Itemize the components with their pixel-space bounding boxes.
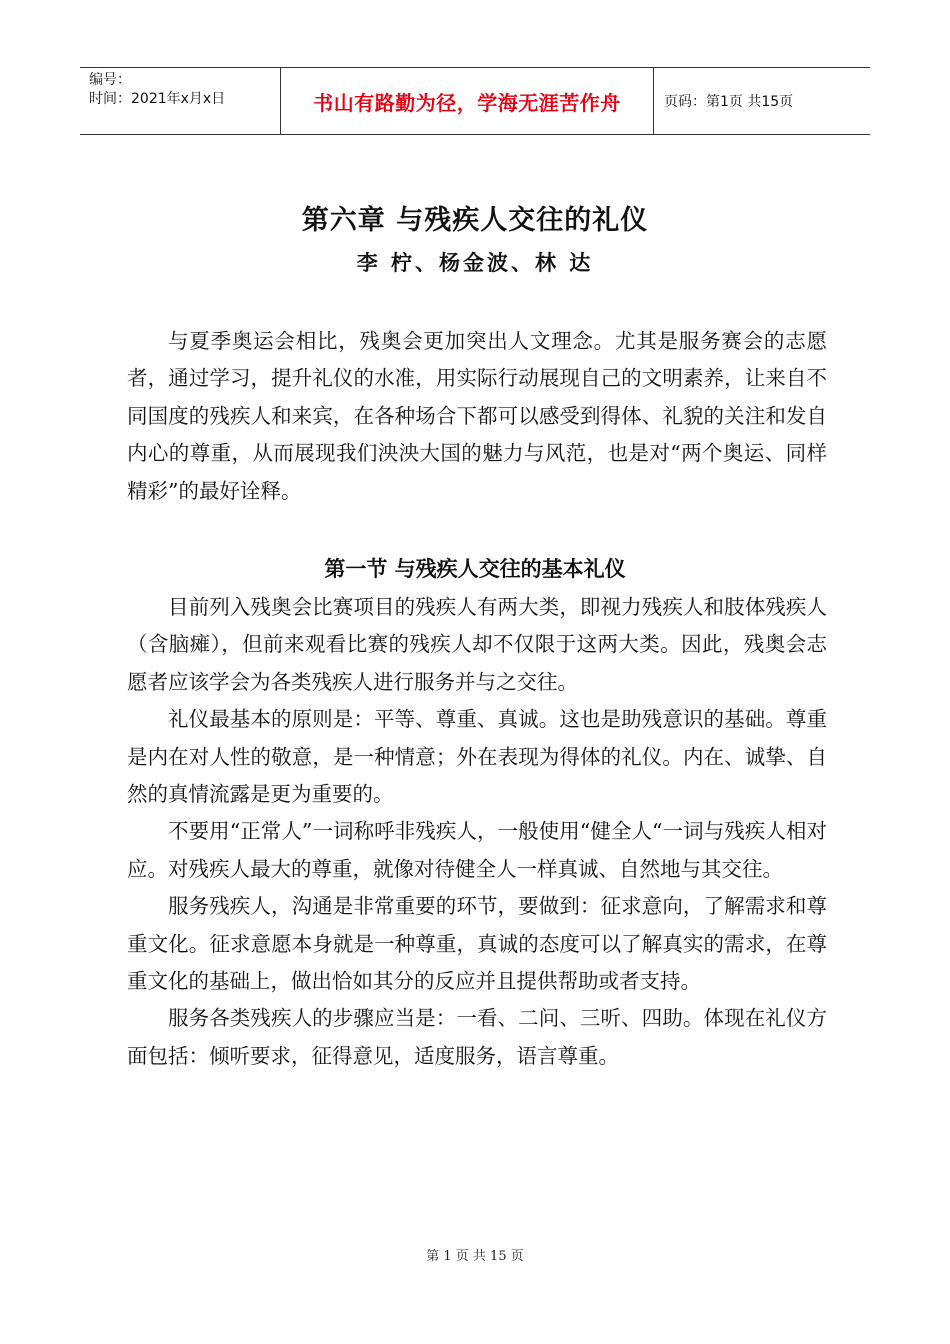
chapter-title: 第六章 与残疾人交往的礼仪 — [301, 205, 649, 236]
header-motto: 书山有路勤为径，学海无涯苦作舟 — [313, 90, 621, 115]
page-footer: 第 1 页 共 15 页 — [426, 1249, 524, 1264]
header-page-cell — [654, 68, 870, 134]
section-paragraph-2: 礼仪最基本的原则是：平等、尊重、真诚。这也是助残意识的基础。尊重是内在对人性的敬意，是一种情意；外在表现为得体的礼仪。内在、诚挚、自然的真情流露是更为重要的。 — [127, 707, 827, 807]
header-table — [80, 67, 870, 135]
intro-paragraph: 与夏季奥运会相比，残奥会更加突出人文理念。尤其是服务赛会的志愿者，通过学习，提升礼仪的水准，用实际行动展现自己的文明素养，让来自不同国度的残疾人和来宾，在各种场合下都可以感受到得体、礼貌的关注和发自内心的尊重，从而展现我们泱泱大国的魅力与风范，也是对“两个奥运、同样精彩”的最好诠释。 — [127, 329, 827, 503]
document-date-label: 时间：2021年x月x日 — [89, 91, 226, 107]
section-paragraph-1: 目前列入残奥会比赛项目的残疾人有两大类，即视力残疾人和肢体残疾人（含脑瘫），但前来观看比赛的残疾人却不仅限于这两大类。因此，残奥会志愿者应该学会为各类残疾人进行服务并与之交往。 — [127, 595, 827, 694]
section-paragraph-5: 服务各类残疾人的步骤应当是：一看、二问、三听、四助。体现在礼仪方面包括：倾听要求，征得意见，适度服务，语言尊重。 — [127, 1006, 827, 1068]
intro-section — [127, 323, 827, 510]
header-motto-cell — [281, 68, 654, 134]
section-body — [127, 589, 827, 1075]
chapter-authors: 李 柠、杨金波、林 达 — [356, 250, 594, 275]
header-meta-cell — [80, 68, 281, 134]
section-paragraph-4: 服务残疾人，沟通是非常重要的环节，要做到：征求意向，了解需求和尊重文化。征求意愿本身就是一种尊重，真诚的态度可以了解真实的需求，在尊重文化的基础上，做出恰如其分的反应并且提供帮助或者支持。 — [127, 894, 827, 994]
document-number-label: 编号： — [89, 72, 131, 88]
section-paragraph-3: 不要用“正常人”一词称呼非残疾人，一般使用“健全人“一词与残疾人相对应。对残疾人最大的尊重，就像对待健全人一样真诚、自然地与其交往。 — [127, 819, 827, 881]
section-title: 第一节 与残疾人交往的基本礼仪 — [324, 557, 626, 581]
header-page-number: 页码：第1页 共15页 — [664, 94, 794, 110]
